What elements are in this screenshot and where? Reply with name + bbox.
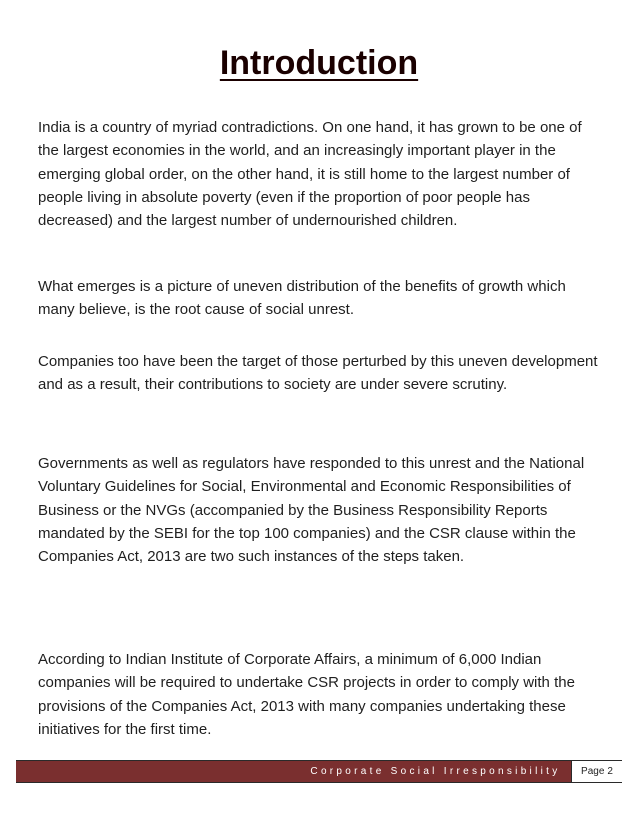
page-label: Page [581, 766, 605, 777]
paragraph-2: What emerges is a picture of uneven distribution of the benefits of growth which many believe, is the root cause of social unrest. [38, 278, 566, 319]
paragraph-4: Governments as well as regulators have responded to this unrest and the National Voluntary Guidelines for Social, Environmental and Economic Responsibilities of Business or the NVGs (accompanied by the Business Responsibility Reports mandated by the SEBI for the top 100 companies) and the CSR clause within the Companies Act, 2013 are two such instances of the steps taken. [38, 455, 585, 566]
footer-title-band [16, 761, 571, 782]
page-footer [16, 760, 622, 783]
page-number-box [572, 761, 622, 782]
paragraph-3: Companies too have been the target of those perturbed by this uneven development and as a result, their contributions to society are under severe scrutiny. [38, 353, 598, 394]
footer-running-title: Corporate Social Irresponsibility [310, 766, 561, 777]
paragraph-1: India is a country of myriad contradictions. On one hand, it has grown to be one of the largest economies in the world, and an increasingly important player in the emerging global order, on the other hand, it is still home to the largest number of people living in absolute poverty (even if the proportion of poor people has decreased) and the largest number of undernourished children. [38, 119, 582, 230]
page-title: Introduction [219, 44, 419, 82]
page-number: 2 [607, 766, 613, 777]
paragraph-5: According to Indian Institute of Corporate Affairs, a minimum of 6,000 Indian companies will be required to undertake CSR projects in order to comply with the provisions of the Companies Act, 2013 with many companies undertaking these initiatives for the first time. [38, 651, 575, 738]
